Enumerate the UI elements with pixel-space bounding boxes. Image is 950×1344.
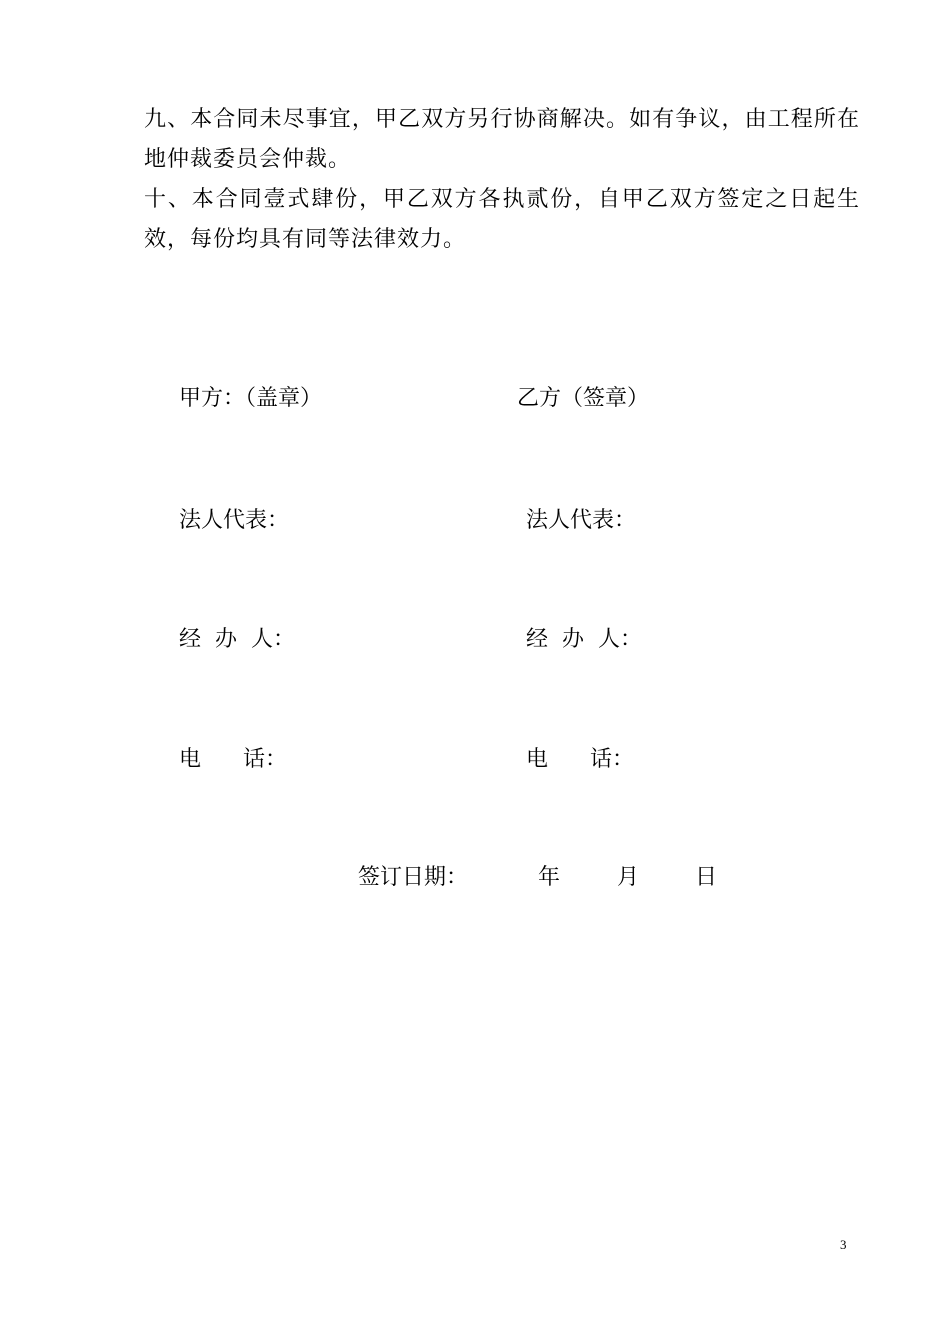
party-b-legal-rep-label: 法人代表： xyxy=(526,508,637,533)
party-a-seal-label: 甲方：（盖章） xyxy=(179,386,323,411)
party-a-legal-rep-label: 法人代表： xyxy=(179,508,290,533)
party-b-phone-label: 电 话： xyxy=(526,747,634,772)
party-a-phone-label: 电 话： xyxy=(179,747,287,772)
clause-nine: 九、本合同未尽事宜，甲乙双方另行协商解决。如有争议，由工程所在地仲裁委员会仲裁。 xyxy=(144,107,860,172)
date-month-unit: 月 xyxy=(617,865,640,890)
date-year-unit: 年 xyxy=(538,865,561,890)
page-number: 3 xyxy=(840,1237,847,1252)
party-b-agent-label: 经 办 人： xyxy=(526,627,642,652)
signing-date-line xyxy=(358,863,718,893)
date-day-unit: 日 xyxy=(695,865,718,890)
clause-ten: 十、本合同壹式肆份，甲乙双方各执贰份，自甲乙双方签定之日起生效，每份均具有同等法律效力。 xyxy=(144,187,860,252)
party-b-seal-label: 乙方（签章） xyxy=(517,386,650,411)
party-a-agent-label: 经 办 人： xyxy=(179,627,295,652)
signing-date-label: 签订日期： xyxy=(358,865,469,890)
